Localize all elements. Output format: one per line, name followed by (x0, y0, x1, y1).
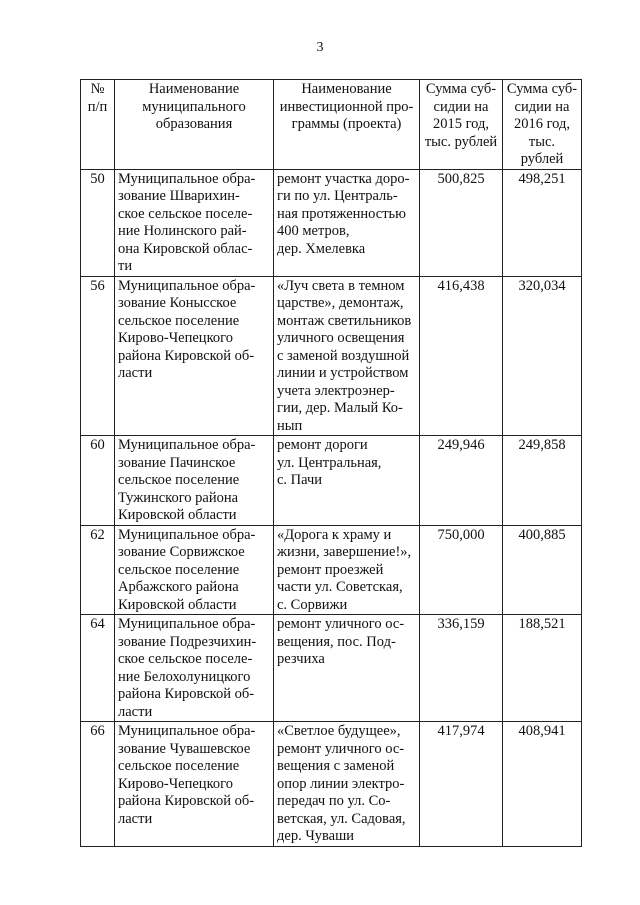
header-municipality: Наименование муниципального образования (115, 80, 274, 170)
table-row (81, 525, 582, 615)
header-number: № п/п (81, 80, 115, 170)
sum-2015-cell: 750,000 (420, 525, 503, 615)
row-number: 60 (81, 436, 115, 526)
municipality-cell: Муниципальное обра- зование Подрезчихин- ское сельское поселе- ние Белохолуницкого района Кировской об- ласти (115, 615, 274, 722)
row-number: 50 (81, 169, 115, 276)
header-sum-2016: Сумма суб- сидии на 2016 год, тыс. рублей (503, 80, 582, 170)
sum-2015-cell: 336,159 (420, 615, 503, 722)
municipality-cell: Муниципальное обра- зование Конысское сельское поселение Кирово-Чепецкого района Кировской об- ласти (115, 276, 274, 436)
table-row (81, 276, 582, 436)
table-row (81, 169, 582, 276)
subsidy-table (80, 79, 582, 847)
program-cell: ремонт дороги ул. Центральная, с. Пачи (274, 436, 420, 526)
municipality-cell: Муниципальное обра- зование Пачинское сельское поселение Тужинского района Кировской области (115, 436, 274, 526)
header-sum-2015: Сумма суб- сидии на 2015 год, тыс. рублей (420, 80, 503, 170)
table-header-row (81, 80, 582, 170)
header-program: Наименование инвестиционной про- граммы (проекта) (274, 80, 420, 170)
sum-2015-cell: 416,438 (420, 276, 503, 436)
page-number: 3 (316, 40, 324, 55)
municipality-cell: Муниципальное обра- зование Чувашевское сельское поселение Кирово-Чепецкого района Кировской об- ласти (115, 722, 274, 847)
table-row (81, 436, 582, 526)
program-cell: «Светлое будущее», ремонт уличного ос- вещения с заменой опор линии электро- передач по ул. Со- ветская, ул. Садовая, дер. Чуваши (274, 722, 420, 847)
sum-2016-cell: 498,251 (503, 169, 582, 276)
row-number: 66 (81, 722, 115, 847)
municipality-cell: Муниципальное обра- зование Сорвижское сельское поселение Арбажского района Кировской области (115, 525, 274, 615)
table-row (81, 722, 582, 847)
sum-2016-cell: 320,034 (503, 276, 582, 436)
row-number: 62 (81, 525, 115, 615)
sum-2015-cell: 417,974 (420, 722, 503, 847)
row-number: 56 (81, 276, 115, 436)
sum-2016-cell: 408,941 (503, 722, 582, 847)
sum-2016-cell: 249,858 (503, 436, 582, 526)
municipality-cell: Муниципальное обра- зование Шварихин- ское сельское поселе- ние Нолинского рай- она Кировской облас- ти (115, 169, 274, 276)
sum-2015-cell: 249,946 (420, 436, 503, 526)
sum-2016-cell: 400,885 (503, 525, 582, 615)
program-cell: «Дорога к храму и жизни, завершение!», ремонт проезжей части ул. Советская, с. Сорвижи (274, 525, 420, 615)
sum-2016-cell: 188,521 (503, 615, 582, 722)
program-cell: «Луч света в темном царстве», демонтаж, монтаж светильников уличного освещения с заменой воздушной линии и устройством учета электроэнер- гии, дер. Малый Ко- нып (274, 276, 420, 436)
program-cell: ремонт участка доро- ги по ул. Централь- ная протяженностью 400 метров, дер. Хмелевка (274, 169, 420, 276)
table-row (81, 615, 582, 722)
sum-2015-cell: 500,825 (420, 169, 503, 276)
row-number: 64 (81, 615, 115, 722)
program-cell: ремонт уличного ос- вещения, пос. Под- резчиха (274, 615, 420, 722)
